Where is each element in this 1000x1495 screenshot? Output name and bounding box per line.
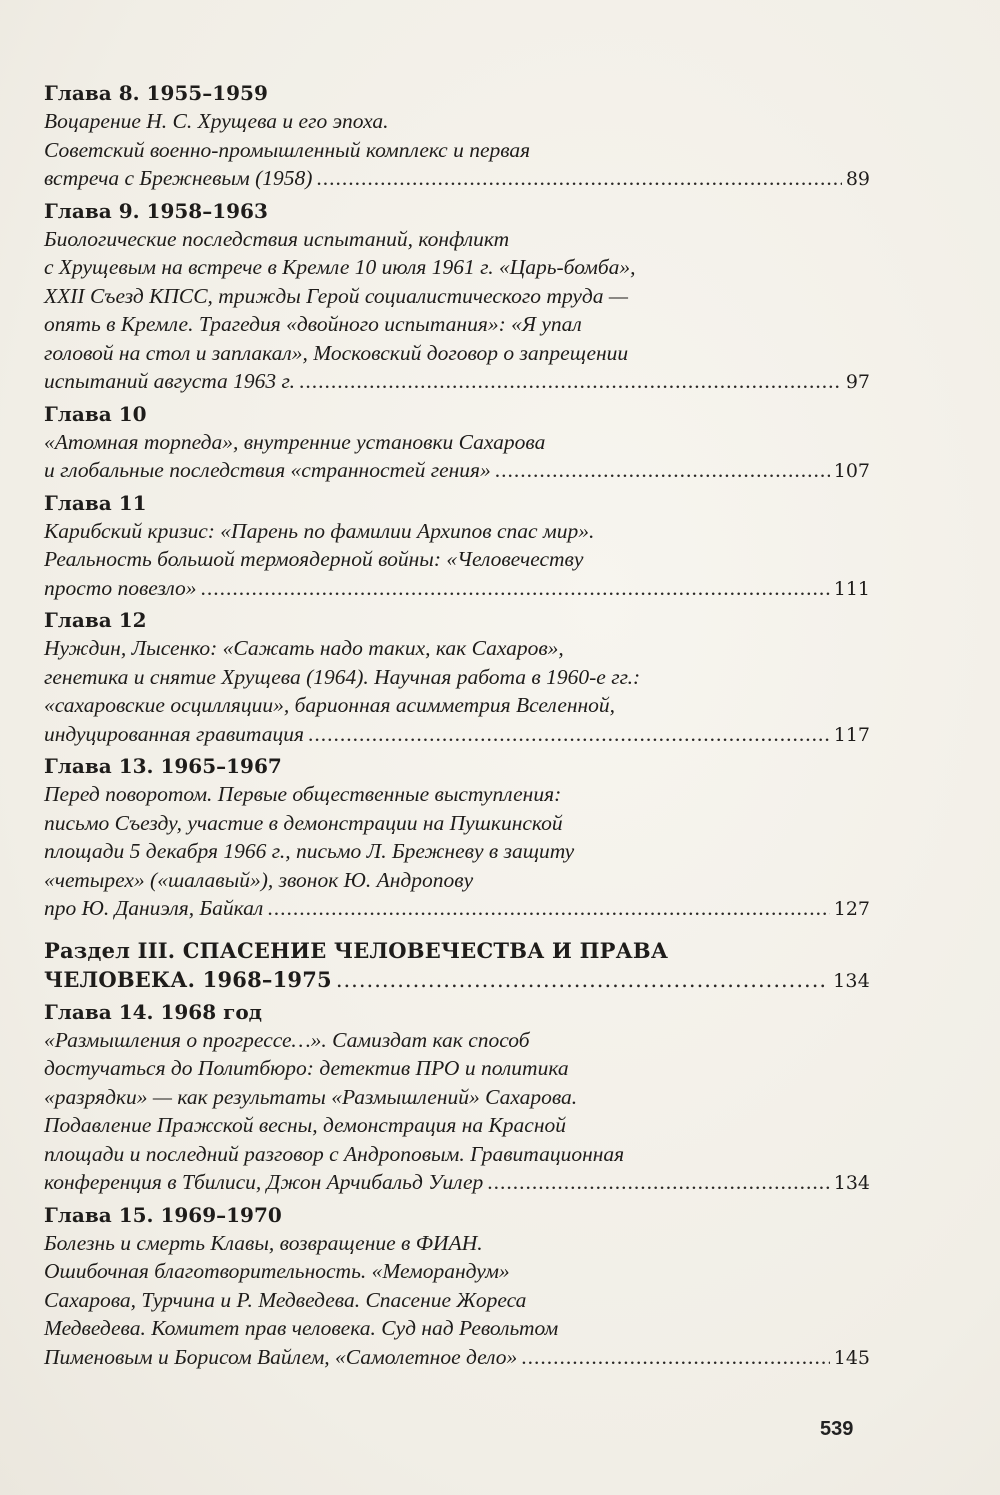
chapter-description-line: с Хрущевым на встрече в Кремле 10 июля 1961 г. «Царь-бомба», <box>44 255 636 279</box>
chapter-description-line: площади и последний разговор с Андроповым. Гравитационная <box>44 1141 625 1166</box>
chapter-description-line: Воцарение Н. С. Хрущева и его эпоха. <box>44 109 389 133</box>
folio-page-number: 539 <box>820 1418 854 1440</box>
chapter-description-line: испытаний августа 1963 г. <box>44 369 296 393</box>
toc-entry-section-3 <box>44 936 870 994</box>
toc-entry-chapter-8 <box>44 80 870 193</box>
dot-leader <box>308 720 830 749</box>
chapter-last-line <box>44 367 870 396</box>
chapter-description-line: площади 5 декабря 1966 г., письмо Л. Брежневу в защиту <box>44 839 575 863</box>
page-number: 134 <box>833 969 870 992</box>
chapter-description-line: «четырех» («шалавый»), звонок Ю. Андропову <box>44 867 474 892</box>
chapter-description-line: головой на стол и заплакал», Московский договор о запрещении <box>44 340 629 365</box>
chapter-description-line: опять в Кремле. Трагедия «двойного испытания»: «Я упал <box>44 312 582 336</box>
chapter-description-line: Медведева. Комитет прав человека. Суд над Револьтом <box>44 1316 559 1340</box>
dot-leader <box>487 1168 829 1197</box>
chapter-description-line: и глобальные последствия «странностей гения» <box>44 458 491 482</box>
toc-entry-chapter-13 <box>44 753 870 923</box>
section-heading: Раздел III. СПАСЕНИЕ ЧЕЛОВЕЧЕСТВА И ПРАВА <box>44 937 669 963</box>
chapter-description-line: Реальность большой термоядерной войны: «Человечеству <box>44 547 584 571</box>
section-heading-last-line <box>44 965 870 994</box>
chapter-description-line: индуцированная гравитация <box>44 721 304 746</box>
section-heading: ЧЕЛОВЕКА. 1968–1975 <box>44 966 332 992</box>
chapter-description-line: генетика и снятие Хрущева (1964). Научная работа в 1960-е гг.: <box>44 664 641 689</box>
page-number: 111 <box>833 577 870 600</box>
chapter-description-line: Сахарова, Турчина и Р. Медведева. Спасение Жореса <box>44 1287 527 1312</box>
chapter-description-line: Советский военно-промышленный комплекс и первая <box>44 137 531 162</box>
toc-entry-chapter-12 <box>44 607 870 748</box>
chapter-description-line: «сахаровские осцилляции», барионная асимметрия Вселенной, <box>44 693 616 717</box>
chapter-description-line: Нуждин, Лысенко: «Сажать надо таких, как Сахаров», <box>44 636 564 660</box>
chapter-heading: Глава 10 <box>44 401 147 426</box>
dot-leader <box>316 164 841 193</box>
chapter-description-line: Болезнь и смерть Клавы, возвращение в ФИАН. <box>44 1230 483 1255</box>
toc-entry-chapter-10 <box>44 401 870 485</box>
page-number: 89 <box>845 168 870 190</box>
toc-entry-chapter-15 <box>44 1202 870 1372</box>
chapter-last-line <box>44 574 870 603</box>
page-number: 117 <box>833 723 870 746</box>
dot-leader <box>495 456 830 485</box>
chapter-heading: Глава 12 <box>44 608 147 632</box>
dot-leader <box>521 1343 829 1372</box>
chapter-description-line: «Атомная торпеда», внутренние установки Сахарова <box>44 429 546 454</box>
chapter-description-line: Биологические последствия испытаний, конфликт <box>44 226 510 251</box>
chapter-last-line <box>44 1168 870 1197</box>
chapter-description-line: конференция в Тбилиси, Джон Арчибальд Уилер <box>44 1170 484 1194</box>
chapter-heading: Глава 9. 1958–1963 <box>44 198 268 223</box>
dot-leader <box>201 574 830 603</box>
chapter-last-line <box>44 456 870 485</box>
chapter-heading: Глава 15. 1969–1970 <box>44 1202 282 1227</box>
table-of-contents <box>44 80 870 1371</box>
chapter-description-line: Ошибочная благотворительность. «Меморандум» <box>44 1259 510 1283</box>
dot-leader <box>299 367 842 396</box>
toc-entry-chapter-9 <box>44 198 870 396</box>
chapter-description-line: Карибский кризис: «Парень по фамилии Архипов спас мир». <box>44 518 595 543</box>
dot-leader <box>267 894 829 923</box>
page-number: 145 <box>833 1346 870 1369</box>
page-number: 107 <box>833 460 870 482</box>
chapter-last-line <box>44 1343 870 1372</box>
page-number: 97 <box>845 371 870 393</box>
chapter-description-line: XXII Съезд КПСС, трижды Герой социалистического труда — <box>44 283 629 308</box>
chapter-description-line: встреча с Брежневым (1958) <box>44 166 313 190</box>
chapter-heading: Глава 13. 1965–1967 <box>44 754 282 778</box>
chapter-last-line <box>44 720 870 749</box>
chapter-description-line: достучаться до Политбюро: детектив ПРО и политика <box>44 1056 569 1080</box>
chapter-heading: Глава 8. 1955–1959 <box>44 81 268 105</box>
dot-leader <box>336 966 829 995</box>
chapter-description-line: просто повезло» <box>44 575 197 600</box>
chapter-last-line <box>44 894 870 923</box>
page-number: 134 <box>833 1172 870 1194</box>
chapter-description-line: письмо Съезду, участие в демонстрации на Пушкинской <box>44 810 563 835</box>
chapter-last-line <box>44 164 870 193</box>
page-number: 127 <box>833 898 870 920</box>
chapter-description-line: про Ю. Даниэля, Байкал <box>44 896 264 920</box>
chapter-description-line: Пименовым и Борисом Вайлем, «Самолетное дело» <box>44 1344 518 1369</box>
chapter-heading: Глава 11 <box>44 490 147 515</box>
chapter-description-line: «Размышления о прогрессе…». Самиздат как способ <box>44 1027 530 1052</box>
toc-entry-chapter-14 <box>44 999 870 1197</box>
chapter-description-line: «разрядки» — как результаты «Размышлений» Сахарова. <box>44 1084 578 1109</box>
chapter-description-line: Подавление Пражской весны, демонстрация на Красной <box>44 1113 566 1137</box>
toc-entry-chapter-11 <box>44 490 870 603</box>
chapter-description-line: Перед поворотом. Первые общественные выступления: <box>44 782 562 806</box>
chapter-heading: Глава 14. 1968 год <box>44 999 262 1024</box>
